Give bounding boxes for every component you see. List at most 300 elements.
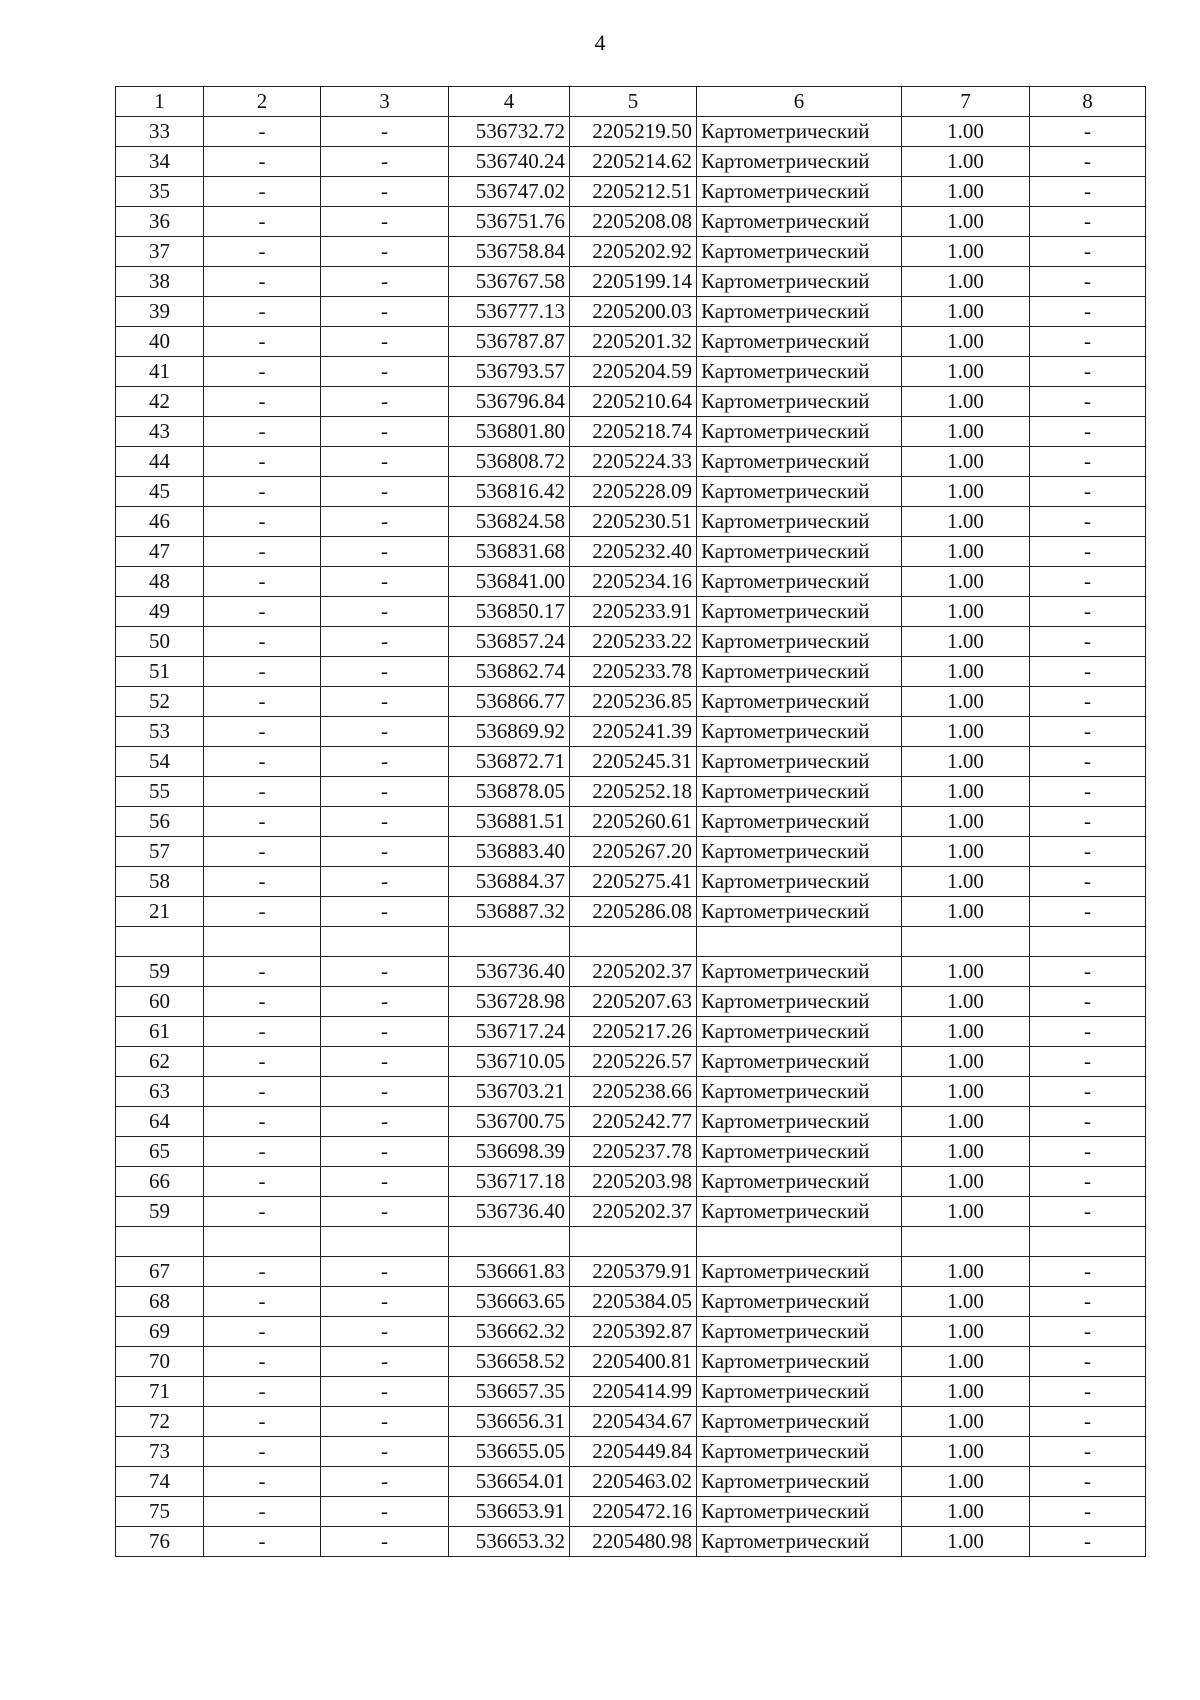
point-number-cell: 48 xyxy=(116,567,204,597)
point-number-cell: 68 xyxy=(116,1287,204,1317)
y-coordinate-cell: 2205238.66 xyxy=(570,1077,697,1107)
accuracy-cell: 1.00 xyxy=(902,717,1030,747)
accuracy-cell: 1.00 xyxy=(902,1077,1030,1107)
table-body xyxy=(116,117,1146,1557)
col8-cell: - xyxy=(1030,237,1146,267)
accuracy-cell: 1.00 xyxy=(902,357,1030,387)
col3-cell: - xyxy=(321,897,449,927)
x-coordinate-cell: 536793.57 xyxy=(449,357,570,387)
table-row xyxy=(116,1197,1146,1227)
col2-cell xyxy=(204,927,321,957)
col3-cell: - xyxy=(321,447,449,477)
accuracy-cell: 1.00 xyxy=(902,477,1030,507)
col8-cell: - xyxy=(1030,747,1146,777)
col3-cell: - xyxy=(321,1287,449,1317)
accuracy-cell: 1.00 xyxy=(902,177,1030,207)
col2-cell: - xyxy=(204,1197,321,1227)
point-number-cell: 51 xyxy=(116,657,204,687)
accuracy-cell: 1.00 xyxy=(902,777,1030,807)
col2-cell: - xyxy=(204,477,321,507)
method-cell: Картометрический xyxy=(697,1497,902,1527)
accuracy-cell: 1.00 xyxy=(902,897,1030,927)
col8-cell: - xyxy=(1030,1377,1146,1407)
y-coordinate-cell: 2205212.51 xyxy=(570,177,697,207)
col8-cell: - xyxy=(1030,387,1146,417)
col8-cell: - xyxy=(1030,1347,1146,1377)
accuracy-cell: 1.00 xyxy=(902,687,1030,717)
x-coordinate-cell: 536884.37 xyxy=(449,867,570,897)
table-row xyxy=(116,207,1146,237)
col2-cell: - xyxy=(204,1107,321,1137)
table-row xyxy=(116,267,1146,297)
y-coordinate-cell: 2205480.98 xyxy=(570,1527,697,1557)
col3-cell: - xyxy=(321,747,449,777)
method-cell: Картометрический xyxy=(697,177,902,207)
y-coordinate-cell: 2205233.78 xyxy=(570,657,697,687)
col8-cell: - xyxy=(1030,807,1146,837)
y-coordinate-cell: 2205234.16 xyxy=(570,567,697,597)
accuracy-cell: 1.00 xyxy=(902,1437,1030,1467)
point-number-cell: 41 xyxy=(116,357,204,387)
y-coordinate-cell: 2205384.05 xyxy=(570,1287,697,1317)
column-header: 2 xyxy=(204,87,321,117)
table-row xyxy=(116,807,1146,837)
method-cell: Картометрический xyxy=(697,897,902,927)
col2-cell: - xyxy=(204,597,321,627)
column-header: 4 xyxy=(449,87,570,117)
col8-cell xyxy=(1030,927,1146,957)
col2-cell: - xyxy=(204,1497,321,1527)
x-coordinate-cell xyxy=(449,1227,570,1257)
x-coordinate-cell: 536824.58 xyxy=(449,507,570,537)
col8-cell: - xyxy=(1030,567,1146,597)
col8-cell: - xyxy=(1030,1137,1146,1167)
y-coordinate-cell: 2205245.31 xyxy=(570,747,697,777)
col2-cell: - xyxy=(204,897,321,927)
table-row xyxy=(116,1137,1146,1167)
y-coordinate-cell: 2205260.61 xyxy=(570,807,697,837)
y-coordinate-cell: 2205236.85 xyxy=(570,687,697,717)
col8-cell: - xyxy=(1030,1527,1146,1557)
col3-cell: - xyxy=(321,867,449,897)
point-number-cell: 52 xyxy=(116,687,204,717)
table-row xyxy=(116,957,1146,987)
accuracy-cell: 1.00 xyxy=(902,1287,1030,1317)
y-coordinate-cell: 2205463.02 xyxy=(570,1467,697,1497)
accuracy-cell: 1.00 xyxy=(902,1167,1030,1197)
col2-cell xyxy=(204,1227,321,1257)
y-coordinate-cell: 2205202.37 xyxy=(570,1197,697,1227)
col2-cell: - xyxy=(204,957,321,987)
table-row xyxy=(116,1107,1146,1137)
method-cell: Картометрический xyxy=(697,777,902,807)
point-number-cell: 74 xyxy=(116,1467,204,1497)
method-cell: Картометрический xyxy=(697,747,902,777)
x-coordinate-cell: 536787.87 xyxy=(449,327,570,357)
col8-cell: - xyxy=(1030,177,1146,207)
y-coordinate-cell: 2205252.18 xyxy=(570,777,697,807)
col3-cell: - xyxy=(321,1467,449,1497)
table-row xyxy=(116,897,1146,927)
accuracy-cell: 1.00 xyxy=(902,987,1030,1017)
col8-cell: - xyxy=(1030,657,1146,687)
col8-cell: - xyxy=(1030,1467,1146,1497)
accuracy-cell xyxy=(902,927,1030,957)
table-row xyxy=(116,867,1146,897)
table-row xyxy=(116,1407,1146,1437)
table-spacer-row xyxy=(116,1227,1146,1257)
accuracy-cell: 1.00 xyxy=(902,417,1030,447)
y-coordinate-cell: 2205400.81 xyxy=(570,1347,697,1377)
col8-cell: - xyxy=(1030,1017,1146,1047)
col2-cell: - xyxy=(204,1287,321,1317)
col3-cell: - xyxy=(321,1497,449,1527)
col8-cell: - xyxy=(1030,687,1146,717)
point-number-cell: 55 xyxy=(116,777,204,807)
x-coordinate-cell: 536796.84 xyxy=(449,387,570,417)
col8-cell: - xyxy=(1030,1497,1146,1527)
x-coordinate-cell: 536831.68 xyxy=(449,537,570,567)
accuracy-cell: 1.00 xyxy=(902,1257,1030,1287)
table-row xyxy=(116,687,1146,717)
point-number-cell: 50 xyxy=(116,627,204,657)
col2-cell: - xyxy=(204,1017,321,1047)
x-coordinate-cell: 536869.92 xyxy=(449,717,570,747)
method-cell: Картометрический xyxy=(697,357,902,387)
x-coordinate-cell xyxy=(449,927,570,957)
col8-cell: - xyxy=(1030,1437,1146,1467)
y-coordinate-cell: 2205203.98 xyxy=(570,1167,697,1197)
col3-cell: - xyxy=(321,1437,449,1467)
method-cell: Картометрический xyxy=(697,507,902,537)
col8-cell: - xyxy=(1030,207,1146,237)
method-cell: Картометрический xyxy=(697,567,902,597)
method-cell: Картометрический xyxy=(697,957,902,987)
accuracy-cell: 1.00 xyxy=(902,1107,1030,1137)
y-coordinate-cell xyxy=(570,927,697,957)
accuracy-cell: 1.00 xyxy=(902,1347,1030,1377)
table-row xyxy=(116,657,1146,687)
x-coordinate-cell: 536857.24 xyxy=(449,627,570,657)
y-coordinate-cell: 2205379.91 xyxy=(570,1257,697,1287)
y-coordinate-cell: 2205214.62 xyxy=(570,147,697,177)
col2-cell: - xyxy=(204,1077,321,1107)
x-coordinate-cell: 536710.05 xyxy=(449,1047,570,1077)
col3-cell: - xyxy=(321,1197,449,1227)
table-row xyxy=(116,1497,1146,1527)
x-coordinate-cell: 536862.74 xyxy=(449,657,570,687)
accuracy-cell: 1.00 xyxy=(902,387,1030,417)
y-coordinate-cell: 2205232.40 xyxy=(570,537,697,567)
y-coordinate-cell: 2205414.99 xyxy=(570,1377,697,1407)
col2-cell: - xyxy=(204,297,321,327)
col8-cell: - xyxy=(1030,987,1146,1017)
method-cell: Картометрический xyxy=(697,987,902,1017)
col2-cell: - xyxy=(204,777,321,807)
y-coordinate-cell: 2205202.37 xyxy=(570,957,697,987)
accuracy-cell: 1.00 xyxy=(902,1527,1030,1557)
method-cell: Картометрический xyxy=(697,1107,902,1137)
accuracy-cell: 1.00 xyxy=(902,747,1030,777)
y-coordinate-cell: 2205202.92 xyxy=(570,237,697,267)
point-number-cell: 73 xyxy=(116,1437,204,1467)
col8-cell: - xyxy=(1030,897,1146,927)
table-row xyxy=(116,507,1146,537)
col8-cell: - xyxy=(1030,1077,1146,1107)
x-coordinate-cell: 536850.17 xyxy=(449,597,570,627)
x-coordinate-cell: 536653.91 xyxy=(449,1497,570,1527)
col2-cell: - xyxy=(204,1257,321,1287)
col2-cell: - xyxy=(204,417,321,447)
method-cell: Картометрический xyxy=(697,327,902,357)
col3-cell: - xyxy=(321,387,449,417)
x-coordinate-cell: 536866.77 xyxy=(449,687,570,717)
point-number-cell xyxy=(116,927,204,957)
accuracy-cell: 1.00 xyxy=(902,297,1030,327)
x-coordinate-cell: 536887.32 xyxy=(449,897,570,927)
method-cell: Картометрический xyxy=(697,1407,902,1437)
method-cell: Картометрический xyxy=(697,1467,902,1497)
col8-cell: - xyxy=(1030,1257,1146,1287)
col2-cell: - xyxy=(204,987,321,1017)
col3-cell: - xyxy=(321,1077,449,1107)
col3-cell: - xyxy=(321,717,449,747)
accuracy-cell: 1.00 xyxy=(902,1377,1030,1407)
col3-cell: - xyxy=(321,507,449,537)
x-coordinate-cell: 536740.24 xyxy=(449,147,570,177)
table-row xyxy=(116,627,1146,657)
point-number-cell: 38 xyxy=(116,267,204,297)
x-coordinate-cell: 536801.80 xyxy=(449,417,570,447)
accuracy-cell: 1.00 xyxy=(902,1137,1030,1167)
method-cell: Картометрический xyxy=(697,477,902,507)
col3-cell: - xyxy=(321,1407,449,1437)
col3-cell: - xyxy=(321,207,449,237)
x-coordinate-cell: 536767.58 xyxy=(449,267,570,297)
point-number-cell: 56 xyxy=(116,807,204,837)
col8-cell: - xyxy=(1030,1197,1146,1227)
method-cell: Картометрический xyxy=(697,1047,902,1077)
table-row xyxy=(116,327,1146,357)
table-row xyxy=(116,1347,1146,1377)
table-row xyxy=(116,297,1146,327)
accuracy-cell: 1.00 xyxy=(902,1197,1030,1227)
col2-cell: - xyxy=(204,1377,321,1407)
table-row xyxy=(116,1287,1146,1317)
table-row xyxy=(116,567,1146,597)
col2-cell: - xyxy=(204,1527,321,1557)
col3-cell: - xyxy=(321,147,449,177)
x-coordinate-cell: 536654.01 xyxy=(449,1467,570,1497)
accuracy-cell: 1.00 xyxy=(902,867,1030,897)
col3-cell: - xyxy=(321,1017,449,1047)
x-coordinate-cell: 536656.31 xyxy=(449,1407,570,1437)
col8-cell: - xyxy=(1030,507,1146,537)
accuracy-cell: 1.00 xyxy=(902,117,1030,147)
table-row xyxy=(116,387,1146,417)
table-row xyxy=(116,1467,1146,1497)
col2-cell: - xyxy=(204,177,321,207)
point-number-cell: 35 xyxy=(116,177,204,207)
accuracy-cell: 1.00 xyxy=(902,1317,1030,1347)
method-cell: Картометрический xyxy=(697,687,902,717)
table-row xyxy=(116,357,1146,387)
accuracy-cell: 1.00 xyxy=(902,447,1030,477)
column-header: 8 xyxy=(1030,87,1146,117)
point-number-cell: 70 xyxy=(116,1347,204,1377)
point-number-cell: 44 xyxy=(116,447,204,477)
method-cell: Картометрический xyxy=(697,867,902,897)
col8-cell: - xyxy=(1030,1287,1146,1317)
col2-cell: - xyxy=(204,267,321,297)
table-row xyxy=(116,597,1146,627)
method-cell: Картометрический xyxy=(697,597,902,627)
table-row xyxy=(116,1527,1146,1557)
accuracy-cell: 1.00 xyxy=(902,657,1030,687)
col2-cell: - xyxy=(204,387,321,417)
col3-cell: - xyxy=(321,1047,449,1077)
point-number-cell: 60 xyxy=(116,987,204,1017)
point-number-cell: 53 xyxy=(116,717,204,747)
col8-cell: - xyxy=(1030,417,1146,447)
method-cell: Картометрический xyxy=(697,447,902,477)
y-coordinate-cell: 2205230.51 xyxy=(570,507,697,537)
col8-cell: - xyxy=(1030,837,1146,867)
col8-cell: - xyxy=(1030,1407,1146,1437)
point-number-cell: 63 xyxy=(116,1077,204,1107)
col2-cell: - xyxy=(204,747,321,777)
accuracy-cell: 1.00 xyxy=(902,1017,1030,1047)
table-spacer-row xyxy=(116,927,1146,957)
point-number-cell: 43 xyxy=(116,417,204,447)
col2-cell: - xyxy=(204,507,321,537)
method-cell: Картометрический xyxy=(697,1377,902,1407)
page-number: 4 xyxy=(594,30,606,55)
col2-cell: - xyxy=(204,357,321,387)
col3-cell: - xyxy=(321,237,449,267)
point-number-cell: 47 xyxy=(116,537,204,567)
method-cell: Картометрический xyxy=(697,1077,902,1107)
accuracy-cell: 1.00 xyxy=(902,807,1030,837)
method-cell: Картометрический xyxy=(697,717,902,747)
col8-cell: - xyxy=(1030,1107,1146,1137)
col3-cell: - xyxy=(321,1527,449,1557)
accuracy-cell: 1.00 xyxy=(902,957,1030,987)
x-coordinate-cell: 536717.18 xyxy=(449,1167,570,1197)
table-row xyxy=(116,1317,1146,1347)
col3-cell: - xyxy=(321,1107,449,1137)
table-row xyxy=(116,777,1146,807)
col8-cell: - xyxy=(1030,1047,1146,1077)
method-cell: Картометрический xyxy=(697,657,902,687)
point-number-cell: 40 xyxy=(116,327,204,357)
col8-cell: - xyxy=(1030,627,1146,657)
col2-cell: - xyxy=(204,717,321,747)
x-coordinate-cell: 536751.76 xyxy=(449,207,570,237)
x-coordinate-cell: 536653.32 xyxy=(449,1527,570,1557)
point-number-cell: 57 xyxy=(116,837,204,867)
y-coordinate-cell: 2205199.14 xyxy=(570,267,697,297)
col3-cell: - xyxy=(321,1317,449,1347)
y-coordinate-cell: 2205207.63 xyxy=(570,987,697,1017)
point-number-cell: 42 xyxy=(116,387,204,417)
col2-cell: - xyxy=(204,567,321,597)
table-row xyxy=(116,1167,1146,1197)
accuracy-cell: 1.00 xyxy=(902,267,1030,297)
method-cell: Картометрический xyxy=(697,267,902,297)
col2-cell: - xyxy=(204,1347,321,1377)
accuracy-cell: 1.00 xyxy=(902,627,1030,657)
col3-cell: - xyxy=(321,1347,449,1377)
method-cell: Картометрический xyxy=(697,1197,902,1227)
method-cell: Картометрический xyxy=(697,1527,902,1557)
point-number-cell: 45 xyxy=(116,477,204,507)
table-row xyxy=(116,1077,1146,1107)
x-coordinate-cell: 536661.83 xyxy=(449,1257,570,1287)
col3-cell: - xyxy=(321,417,449,447)
method-cell: Картометрический xyxy=(697,147,902,177)
x-coordinate-cell: 536703.21 xyxy=(449,1077,570,1107)
col8-cell: - xyxy=(1030,597,1146,627)
col2-cell: - xyxy=(204,117,321,147)
accuracy-cell xyxy=(902,1227,1030,1257)
col3-cell: - xyxy=(321,657,449,687)
y-coordinate-cell: 2205218.74 xyxy=(570,417,697,447)
col3-cell: - xyxy=(321,777,449,807)
col8-cell: - xyxy=(1030,777,1146,807)
col2-cell: - xyxy=(204,537,321,567)
table-row xyxy=(116,837,1146,867)
col8-cell xyxy=(1030,1227,1146,1257)
point-number-cell: 46 xyxy=(116,507,204,537)
point-number-cell: 71 xyxy=(116,1377,204,1407)
x-coordinate-cell: 536657.35 xyxy=(449,1377,570,1407)
point-number-cell xyxy=(116,1227,204,1257)
table-row xyxy=(116,747,1146,777)
table-row xyxy=(116,447,1146,477)
col2-cell: - xyxy=(204,1467,321,1497)
x-coordinate-cell: 536736.40 xyxy=(449,957,570,987)
x-coordinate-cell: 536758.84 xyxy=(449,237,570,267)
col2-cell: - xyxy=(204,237,321,267)
method-cell: Картометрический xyxy=(697,1257,902,1287)
col2-cell: - xyxy=(204,1167,321,1197)
col8-cell: - xyxy=(1030,867,1146,897)
x-coordinate-cell: 536728.98 xyxy=(449,987,570,1017)
col3-cell: - xyxy=(321,1377,449,1407)
method-cell: Картометрический xyxy=(697,1137,902,1167)
x-coordinate-cell: 536777.13 xyxy=(449,297,570,327)
x-coordinate-cell: 536698.39 xyxy=(449,1137,570,1167)
y-coordinate-cell: 2205219.50 xyxy=(570,117,697,147)
accuracy-cell: 1.00 xyxy=(902,207,1030,237)
y-coordinate-cell: 2205449.84 xyxy=(570,1437,697,1467)
x-coordinate-cell: 536736.40 xyxy=(449,1197,570,1227)
y-coordinate-cell: 2205233.91 xyxy=(570,597,697,627)
col2-cell: - xyxy=(204,807,321,837)
method-cell xyxy=(697,927,902,957)
x-coordinate-cell: 536808.72 xyxy=(449,447,570,477)
x-coordinate-cell: 536878.05 xyxy=(449,777,570,807)
y-coordinate-cell: 2205233.22 xyxy=(570,627,697,657)
y-coordinate-cell: 2205267.20 xyxy=(570,837,697,867)
method-cell: Картометрический xyxy=(697,1287,902,1317)
col2-cell: - xyxy=(204,1317,321,1347)
col3-cell: - xyxy=(321,327,449,357)
point-number-cell: 21 xyxy=(116,897,204,927)
table-row xyxy=(116,1257,1146,1287)
x-coordinate-cell: 536662.32 xyxy=(449,1317,570,1347)
